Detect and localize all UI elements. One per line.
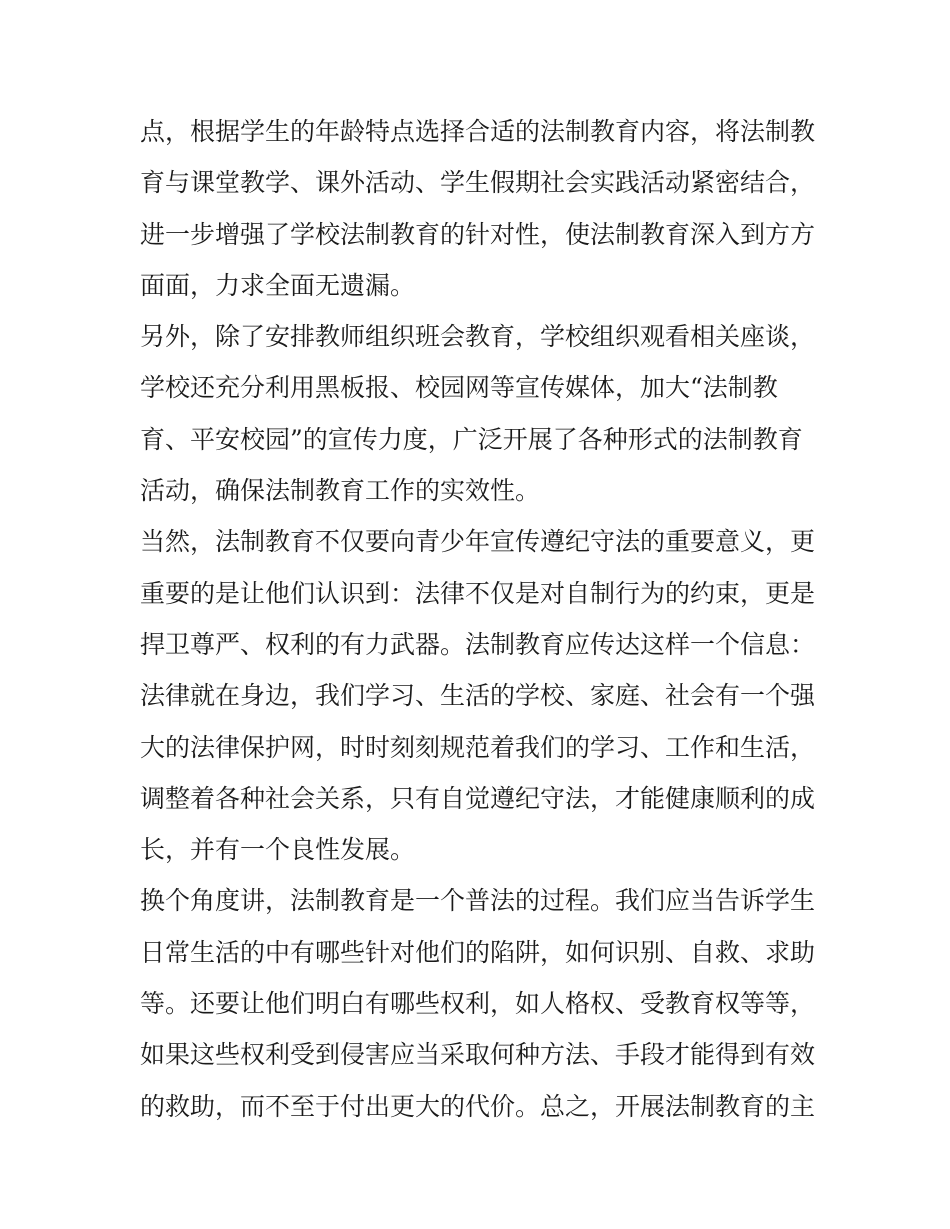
text-line: 点，根据学生的年龄特点选择合适的法制教育内容，将法制教 (140, 117, 816, 146)
text-line: 面面，力求全面无遗漏。 (140, 270, 416, 300)
text-line: 重要的是让他们认识到：法律不仅是对自制行为的约束，更是 (140, 578, 816, 608)
text-line: 换个角度讲，法制教育是一个普法的过程。我们应当告诉学生 (140, 886, 816, 916)
text-line: 进一步增强了学校法制教育的针对性，使法制教育深入到方方 (140, 219, 816, 249)
text-line: 如果这些权利受到侵害应当采取何种方法、手段才能得到有效 (140, 1040, 816, 1070)
text-line: 活动，确保法制教育工作的实效性。 (140, 476, 541, 506)
text-line: 捍卫尊严、权利的有力武器。法制教育应传达这样一个信息： (140, 629, 816, 659)
text-line: 大的法律保护网，时时刻刻规范着我们的学习、工作和生活， (140, 732, 816, 762)
text-line: 长，并有一个良性发展。 (140, 835, 416, 865)
text-line: 育、平安校园”的宣传力度，广泛开展了各种形式的法制教育 (140, 424, 803, 454)
text-line: 学校还充分利用黑板报、校园网等宣传媒体，加大“法制教 (140, 373, 778, 403)
text-line: 等。还要让他们明白有哪些权利，如人格权、受教育权等等， (140, 989, 816, 1019)
text-line: 调整着各种社会关系，只有自觉遵纪守法，才能健康顺利的成 (140, 783, 816, 813)
text-line: 的救助，而不至于付出更大的代价。总之，开展法制教育的主 (140, 1091, 816, 1121)
text-line: 法律就在身边，我们学习、生活的学校、家庭、社会有一个强 (140, 681, 816, 711)
text-line: 当然，法制教育不仅要向青少年宣传遵纪守法的重要意义，更 (140, 527, 816, 557)
text-line: 育与课堂教学、课外活动、学生假期社会实践活动紧密结合， (140, 168, 816, 198)
text-line: 日常生活的中有哪些针对他们的陷阱，如何识别、自救、求助 (140, 937, 816, 967)
text-line: 另外，除了安排教师组织班会教育，学校组织观看相关座谈， (140, 322, 816, 352)
document-body (140, 106, 820, 1132)
